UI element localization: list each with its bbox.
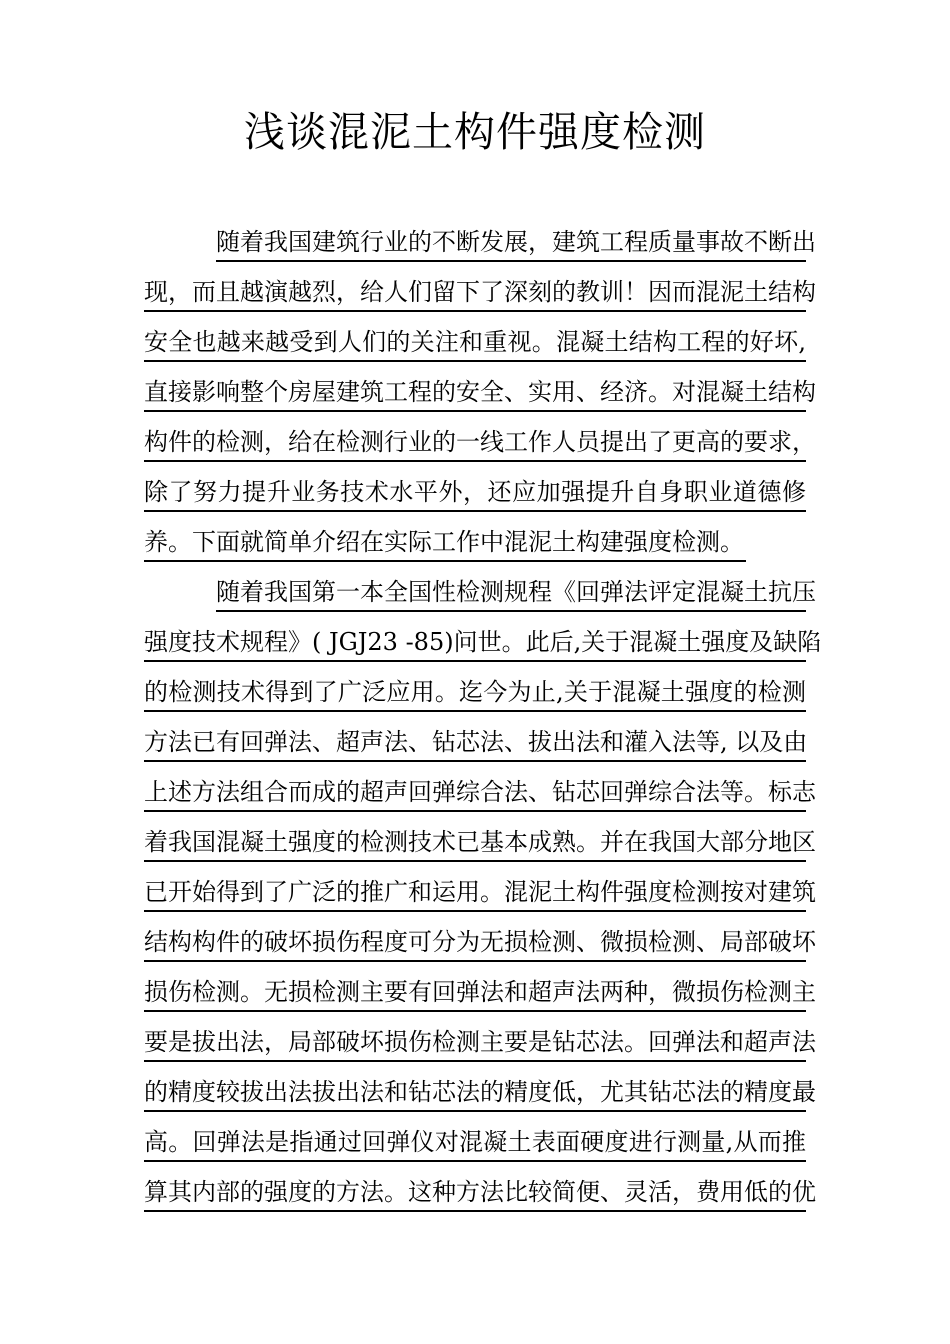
paragraph-2-line-12 [144, 1118, 806, 1168]
paragraph-2-line-1 [144, 568, 816, 618]
line-text: 上述方法组合而成的超声回弹综合法、钻芯回弹综合法等。标志 [144, 778, 816, 806]
double-underline [144, 910, 806, 912]
double-underline [144, 760, 806, 762]
paragraph-1-line-5 [144, 418, 816, 468]
paragraph-2-line-5 [144, 768, 816, 818]
double-underline [144, 1060, 806, 1062]
line-text: 强度技术规程》( JGJ23 -85)问世。此后,关于混凝土强度及缺陷 [144, 628, 822, 656]
double-underline [144, 1010, 806, 1012]
paragraph-2-line-9 [144, 968, 816, 1018]
double-underline [144, 310, 806, 312]
paragraph-1-line-1 [144, 218, 816, 268]
paragraph-2-line-6 [144, 818, 816, 868]
paragraph-2-line-7 [144, 868, 816, 918]
double-underline [144, 960, 806, 962]
double-underline [144, 560, 746, 562]
paragraph-1-line-3 [144, 318, 806, 368]
paragraph-1-line-4 [144, 368, 816, 418]
line-text: 要是拔出法，局部破坏损伤检测主要是钻芯法。回弹法和超声法 [144, 1028, 816, 1056]
double-underline [144, 1210, 806, 1212]
double-underline [144, 360, 806, 362]
line-text: 算其内部的强度的方法。这种方法比较简便、灵活，费用低的优 [144, 1178, 816, 1206]
paragraph-2-line-13 [144, 1168, 816, 1218]
line-text: 现，而且越演越烈，给人们留下了深刻的教训！因而混泥土结构 [144, 278, 816, 306]
double-underline [216, 260, 806, 262]
paragraph-1-line-6 [144, 468, 806, 518]
line-text: 高。回弹法是指通过回弹仪对混凝土表面硬度进行测量,从而推 [144, 1128, 806, 1156]
paragraph-2-line-11 [144, 1068, 816, 1118]
line-text: 构件的检测，给在检测行业的一线工作人员提出了更高的要求， [144, 428, 816, 456]
line-text: 随着我国第一本全国性检测规程《回弹法评定混凝土抗压 [216, 578, 816, 606]
line-text: 着我国混凝土强度的检测技术已基本成熟。并在我国大部分地区 [144, 828, 816, 856]
double-underline [144, 710, 806, 712]
line-text: 结构构件的破坏损伤程度可分为无损检测、微损检测、局部破坏 [144, 928, 816, 956]
document-title: 浅谈混泥土构件强度检测 [244, 108, 706, 156]
line-text: 损伤检测。无损检测主要有回弹法和超声法两种，微损伤检测主 [144, 978, 816, 1006]
line-text: 的精度较拔出法拔出法和钻芯法的精度低，尤其钻芯法的精度最 [144, 1078, 816, 1106]
line-text: 随着我国建筑行业的不断发展，建筑工程质量事故不断出 [216, 228, 816, 256]
double-underline [144, 460, 806, 462]
paragraph-2-line-4 [144, 718, 806, 768]
line-text: 直接影响整个房屋建筑工程的安全、实用、经济。对混凝土结构 [144, 378, 816, 406]
paragraph-2-line-2 [144, 618, 822, 668]
paragraph-2-line-10 [144, 1018, 816, 1068]
double-underline [144, 1110, 806, 1112]
line-text: 已开始得到了广泛的推广和运用。混泥土构件强度检测按对建筑 [144, 878, 816, 906]
line-text: 养。下面就简单介绍在实际工作中混泥土构建强度检测。 [144, 528, 744, 556]
line-text: 安全也越来越受到人们的关注和重视。混凝土结构工程的好坏, [144, 328, 806, 356]
double-underline [216, 610, 806, 612]
double-underline [144, 810, 806, 812]
double-underline [144, 510, 806, 512]
paragraph-1-line-7 [144, 518, 746, 568]
paragraph-2-line-8 [144, 918, 816, 968]
double-underline [144, 410, 806, 412]
paragraph-2-line-3 [144, 668, 806, 718]
double-underline [144, 660, 806, 662]
line-text: 方法已有回弹法、超声法、钻芯法、拔出法和灌入法等, 以及由 [144, 728, 808, 756]
double-underline [144, 1160, 806, 1162]
line-text: 除了努力提升业务技术水平外，还应加强提升自身职业道德修 [144, 478, 806, 506]
line-text: 的检测技术得到了广泛应用。迄今为止,关于混凝土强度的检测 [144, 678, 806, 706]
paragraph-1-line-2 [144, 268, 816, 318]
double-underline [144, 860, 806, 862]
